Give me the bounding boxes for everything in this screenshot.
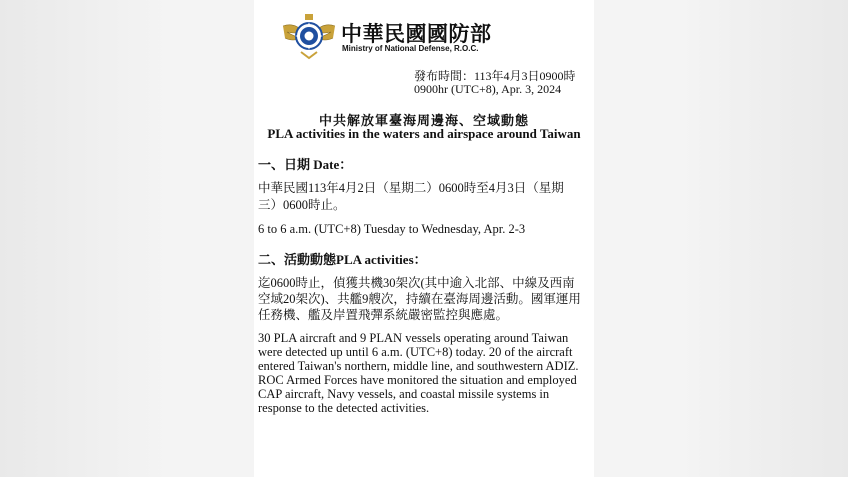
ministry-name-zh: 中華民國國防部 <box>341 22 492 46</box>
activities-heading: 二、活動動態PLA activities： <box>258 252 427 267</box>
activities-text-en-line: ROC Armed Forces have monitored the situation and employed <box>258 373 577 387</box>
activities-text-en-line: response to the detected activities. <box>258 401 430 415</box>
release-time-en: 0900hr (UTC+8), Apr. 3, 2024 <box>414 82 562 96</box>
activities-text-en-line: CAP aircraft, Navy vessels, and coastal missile systems in <box>258 387 550 401</box>
title-en: PLA activities in the waters and airspace around Taiwan <box>267 126 581 141</box>
date-text-zh: 中華民國113年4月2日（星期二）0600時至4月3日（星期三）0600時止。 <box>258 181 564 212</box>
date-text-en: 6 to 6 a.m. (UTC+8) Tuesday to Wednesday, Apr. 2-3 <box>258 222 526 236</box>
title-zh: 中共解放軍臺海周邊海、空域動態 <box>318 113 529 128</box>
date-heading: 一、日期 Date： <box>258 157 353 172</box>
ministry-name-en: Ministry of National Defense, R.O.C. <box>342 44 479 53</box>
activities-text-zh: 迄0600時止，偵獲共機30架次(其中逾入北部、中線及西南空域20架次)、共艦9艘次，持續在臺海周邊活動。國軍運用任務機、艦及岸置飛彈系統嚴密監控與應處。 <box>258 276 581 322</box>
mnd-emblem-icon <box>281 12 337 60</box>
activities-text-en-line: were detected up until 6 a.m. (UTC+8) today. 20 of the aircraft <box>258 345 573 359</box>
activities-text-en-line: 30 PLA aircraft and 9 PLAN vessels operating around Taiwan <box>258 331 569 345</box>
release-time-zh: 發布時間：113年4月3日0900時 <box>414 69 576 83</box>
activities-text-en-line: entered Taiwan's northern, middle line, and southwestern ADIZ. <box>258 359 579 373</box>
